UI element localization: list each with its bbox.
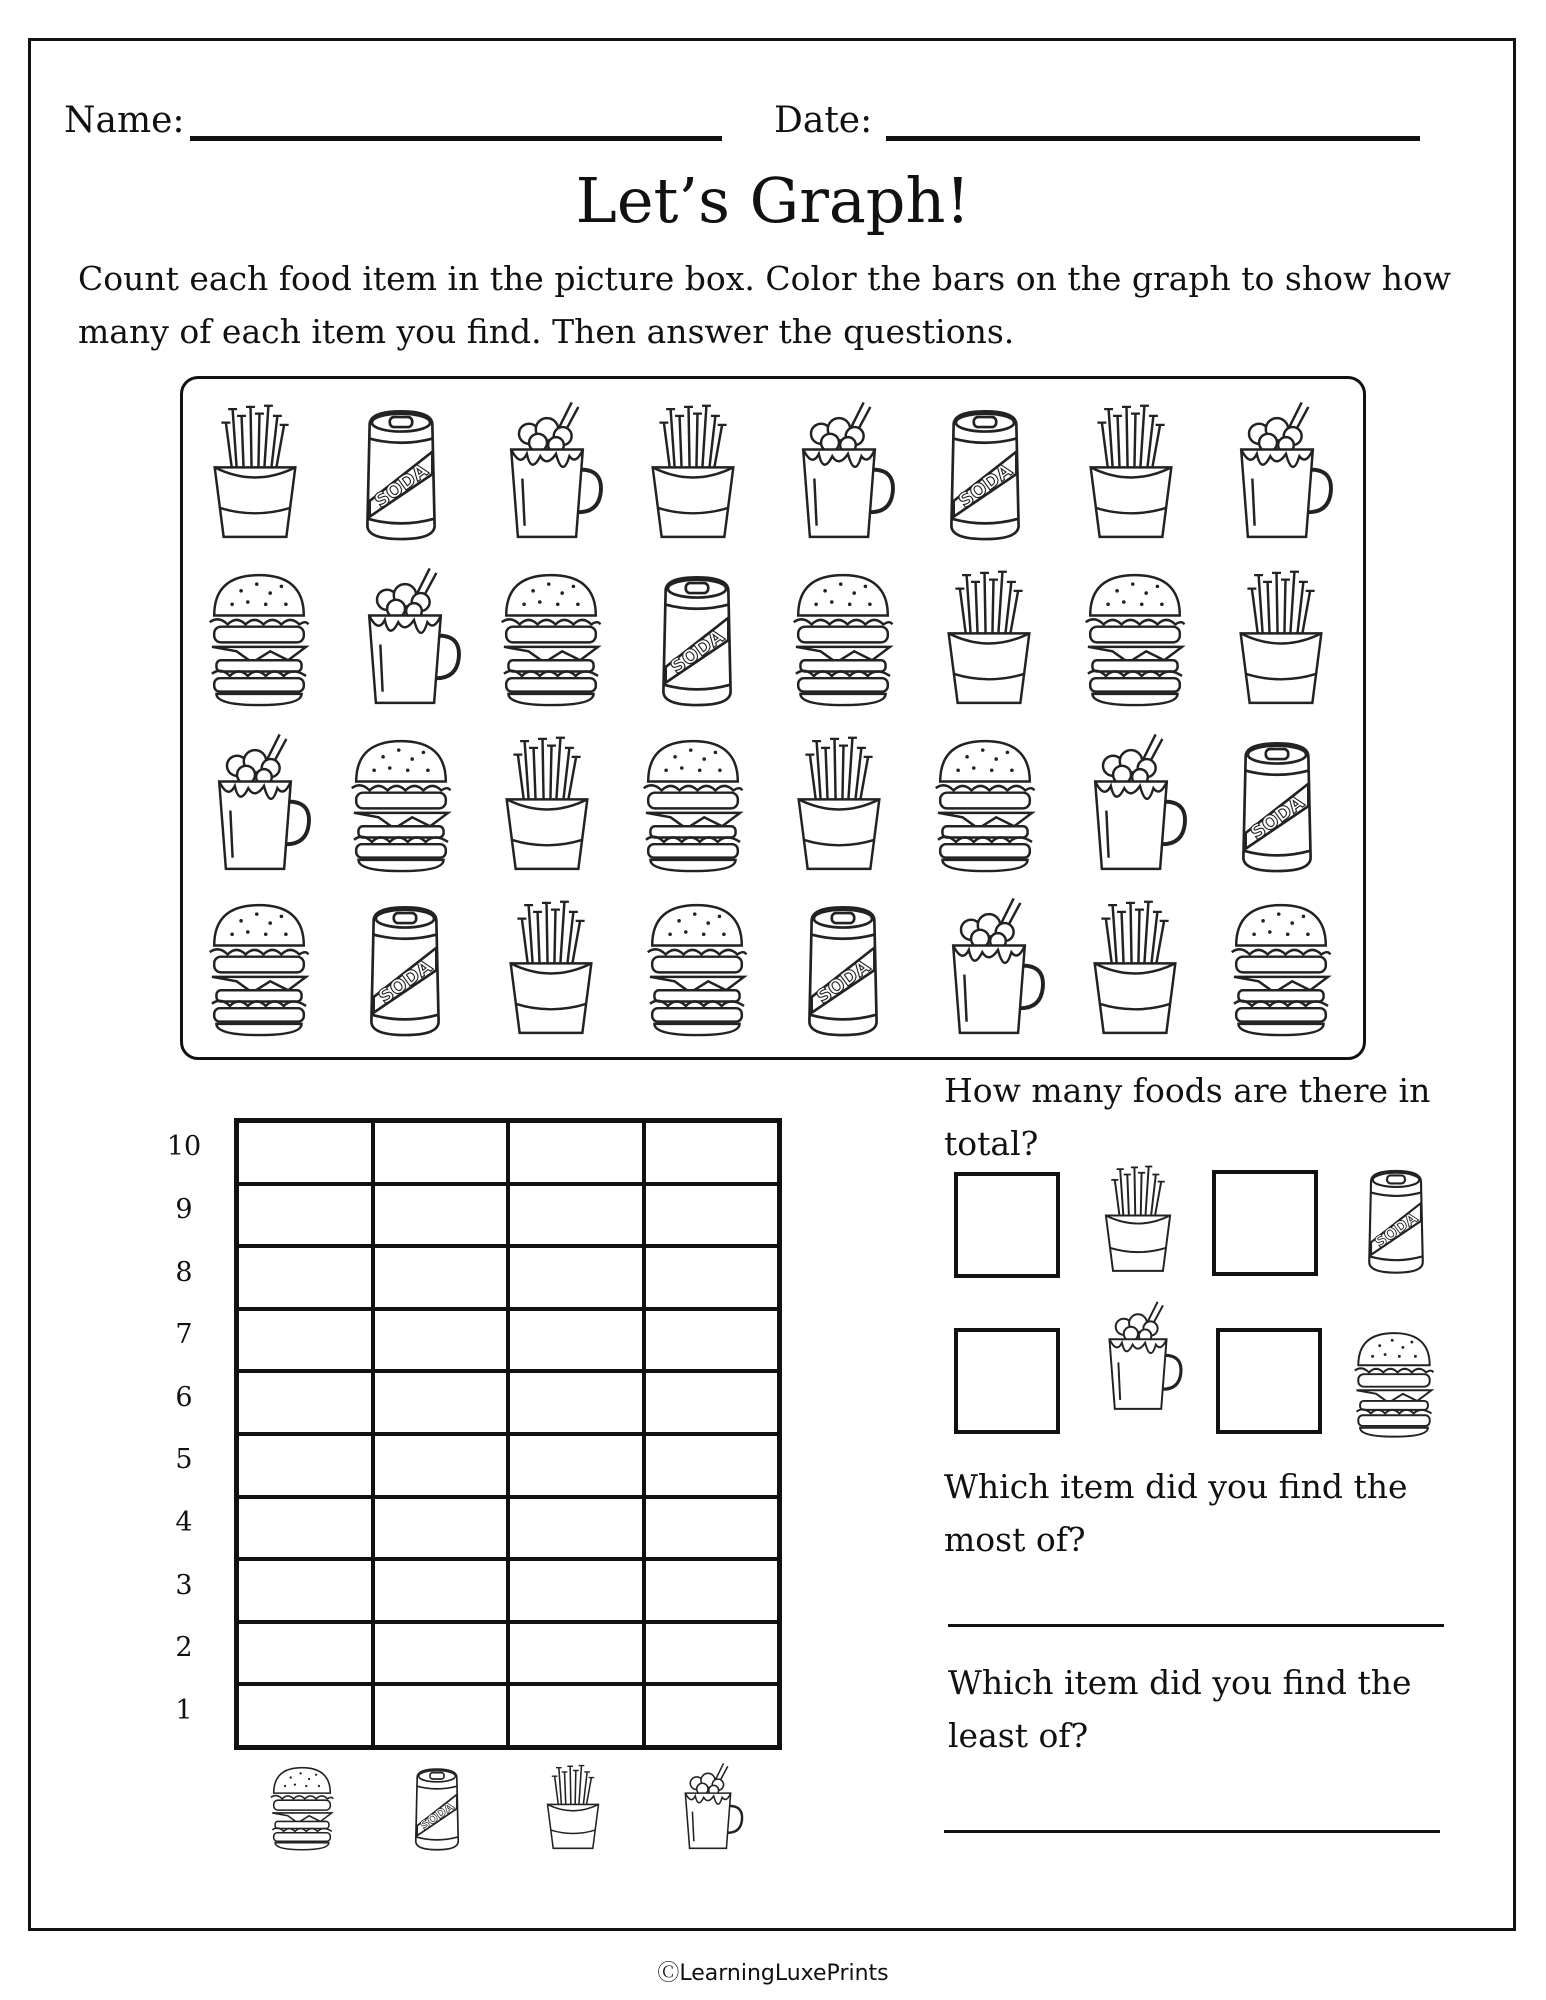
fries-icon — [1079, 895, 1191, 1043]
burger-icon — [929, 731, 1041, 879]
graph-cell[interactable] — [508, 1184, 644, 1247]
name-label: Name: — [64, 100, 185, 141]
answer-box-burger[interactable] — [1216, 1328, 1322, 1434]
graph-cell[interactable] — [508, 1684, 644, 1747]
graph-cell[interactable] — [373, 1309, 509, 1372]
svg-text:SODA: SODA — [1371, 1208, 1421, 1252]
bar-graph-grid — [234, 1118, 782, 1750]
fries-icon — [1090, 1162, 1186, 1278]
burger-icon — [1225, 895, 1337, 1043]
milkshake-icon — [349, 565, 461, 713]
graph-cell[interactable] — [644, 1684, 780, 1747]
answer-box-soda[interactable] — [1212, 1170, 1318, 1276]
burger-icon — [637, 731, 749, 879]
graph-cell[interactable] — [373, 1121, 509, 1184]
graph-cell[interactable] — [237, 1121, 373, 1184]
graph-cell[interactable] — [508, 1121, 644, 1184]
graph-cell[interactable] — [373, 1497, 509, 1560]
fries-icon — [783, 731, 895, 879]
page-title: Let’s Graph! — [575, 164, 971, 237]
graph-cell[interactable] — [644, 1184, 780, 1247]
graph-cell[interactable] — [508, 1559, 644, 1622]
graph-cell[interactable] — [373, 1559, 509, 1622]
answer-box-milkshake[interactable] — [954, 1328, 1060, 1434]
y-axis-label: 5 — [175, 1444, 193, 1476]
answer-line-least[interactable] — [944, 1830, 1440, 1833]
svg-text:SODA: SODA — [370, 459, 433, 513]
burger-icon — [260, 1762, 344, 1854]
graph-cell[interactable] — [237, 1246, 373, 1309]
fries-icon — [1225, 565, 1337, 713]
soda-icon — [641, 565, 753, 713]
y-axis-label: 3 — [175, 1569, 193, 1601]
soda-icon — [349, 895, 461, 1043]
y-axis-label: 8 — [175, 1256, 193, 1288]
svg-text:SODA: SODA — [954, 459, 1017, 513]
answer-line-most[interactable] — [948, 1624, 1444, 1627]
fries-icon — [199, 399, 311, 547]
y-axis-label: 9 — [175, 1193, 193, 1225]
graph-cell[interactable] — [237, 1309, 373, 1372]
milkshake-icon — [491, 399, 603, 547]
graph-cell[interactable] — [644, 1434, 780, 1497]
soda-icon — [929, 399, 1041, 547]
fries-icon — [491, 731, 603, 879]
fries-icon — [531, 1762, 615, 1854]
graph-cell[interactable] — [237, 1684, 373, 1747]
graph-cell[interactable] — [237, 1434, 373, 1497]
graph-cell[interactable] — [508, 1434, 644, 1497]
graph-cell[interactable] — [373, 1622, 509, 1685]
svg-text:SODA: SODA — [417, 1799, 457, 1833]
milkshake-icon — [1090, 1300, 1186, 1416]
graph-cell[interactable] — [644, 1309, 780, 1372]
graph-cell[interactable] — [644, 1371, 780, 1434]
graph-cell[interactable] — [644, 1246, 780, 1309]
graph-cell[interactable] — [644, 1559, 780, 1622]
milkshake-icon — [199, 731, 311, 879]
graph-cell[interactable] — [237, 1497, 373, 1560]
fries-icon — [1075, 399, 1187, 547]
graph-cell[interactable] — [508, 1309, 644, 1372]
milkshake-icon — [666, 1762, 750, 1854]
question-most: Which item did you find the most of? — [944, 1467, 1408, 1559]
graph-cell[interactable] — [373, 1246, 509, 1309]
instructions-text: Count each food item in the picture box. Color the bars on the graph to show how many of each item you find. Then answer the questions. — [78, 259, 1452, 351]
date-label: Date: — [774, 100, 873, 141]
milkshake-icon — [1221, 399, 1333, 547]
y-axis-label: 1 — [175, 1694, 193, 1726]
date-blank-line[interactable] — [886, 136, 1420, 141]
burger-icon — [203, 565, 315, 713]
graph-cell[interactable] — [508, 1497, 644, 1560]
graph-cell[interactable] — [644, 1497, 780, 1560]
soda-icon — [1221, 731, 1333, 879]
svg-text:SODA: SODA — [374, 955, 437, 1009]
graph-cell[interactable] — [644, 1121, 780, 1184]
graph-cell[interactable] — [373, 1371, 509, 1434]
graph-cell[interactable] — [237, 1371, 373, 1434]
burger-icon — [641, 895, 753, 1043]
y-axis-label: 4 — [175, 1506, 193, 1538]
graph-cell[interactable] — [644, 1622, 780, 1685]
y-axis-label: 7 — [175, 1319, 193, 1351]
graph-cell[interactable] — [373, 1434, 509, 1497]
graph-cell[interactable] — [237, 1184, 373, 1247]
soda-icon — [395, 1762, 479, 1854]
graph-cell[interactable] — [373, 1184, 509, 1247]
svg-text:SODA: SODA — [666, 625, 729, 679]
picture-box — [180, 376, 1366, 1060]
burger-icon — [203, 895, 315, 1043]
soda-icon — [787, 895, 899, 1043]
graph-cell[interactable] — [508, 1246, 644, 1309]
fries-icon — [933, 565, 1045, 713]
y-axis-label: 10 — [166, 1131, 202, 1163]
burger-icon — [345, 731, 457, 879]
y-axis-label: 2 — [175, 1632, 193, 1664]
question-total: How many foods are there in total? — [944, 1071, 1431, 1163]
soda-icon — [1348, 1162, 1444, 1278]
fries-icon — [637, 399, 749, 547]
graph-cell[interactable] — [373, 1684, 509, 1747]
burger-icon — [1346, 1326, 1442, 1442]
svg-text:SODA: SODA — [812, 955, 875, 1009]
burger-icon — [495, 565, 607, 713]
name-blank-line[interactable] — [190, 136, 722, 141]
graph-cell[interactable] — [237, 1622, 373, 1685]
graph-cell[interactable] — [508, 1371, 644, 1434]
answer-box-fries[interactable] — [954, 1172, 1060, 1278]
svg-text:SODA: SODA — [1246, 791, 1309, 845]
milkshake-icon — [783, 399, 895, 547]
copyright-footer: ⒸLearningLuxePrints — [657, 1961, 889, 1986]
milkshake-icon — [933, 895, 1045, 1043]
burger-icon — [1079, 565, 1191, 713]
graph-cell[interactable] — [237, 1559, 373, 1622]
fries-icon — [495, 895, 607, 1043]
soda-icon — [345, 399, 457, 547]
y-axis-label: 6 — [175, 1381, 193, 1413]
question-least: Which item did you find the least of? — [948, 1663, 1412, 1755]
burger-icon — [787, 565, 899, 713]
graph-cell[interactable] — [508, 1622, 644, 1685]
milkshake-icon — [1075, 731, 1187, 879]
